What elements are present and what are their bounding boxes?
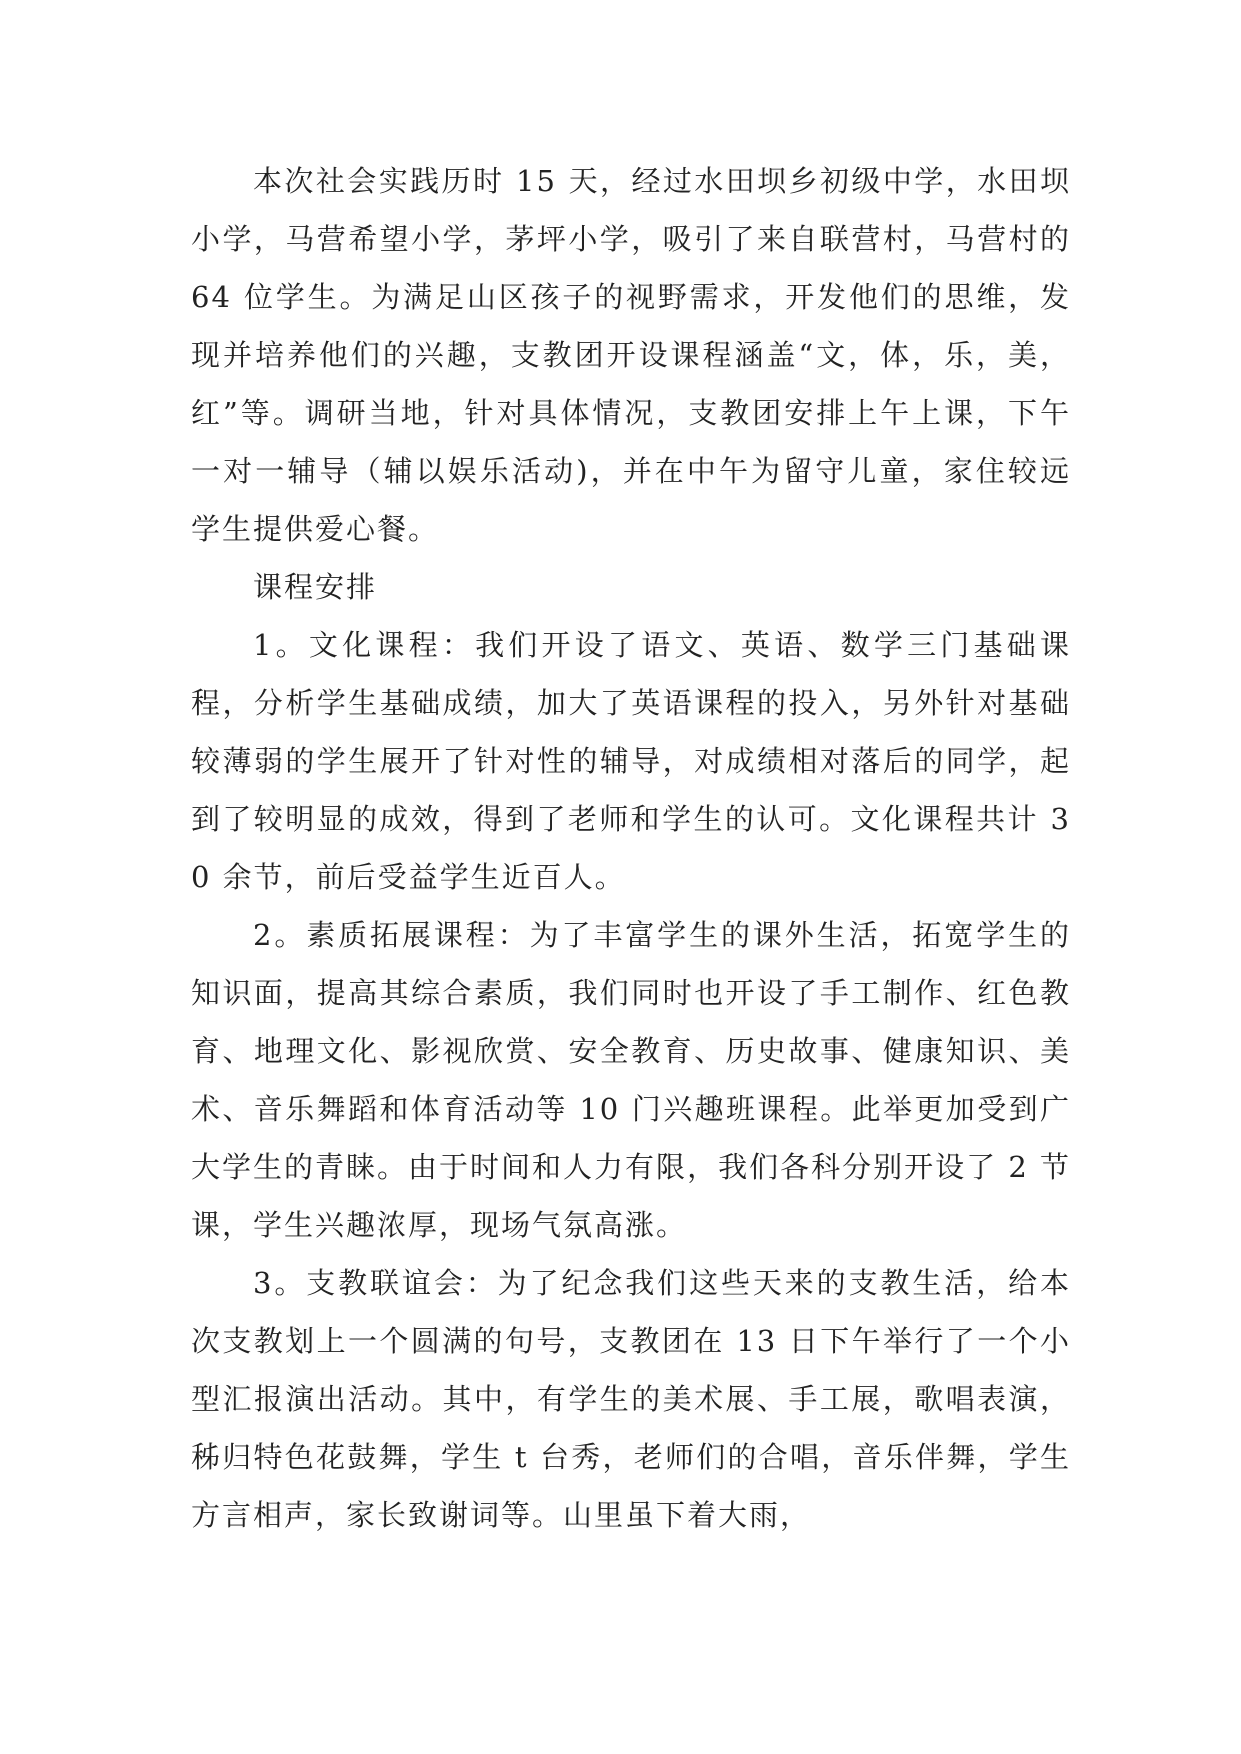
paragraph-quality-courses: 2。素质拓展课程：为了丰富学生的课外生活，拓宽学生的知识面，提高其综合素质，我们同时也开设了手工制作、红色教育、地理文化、影视欣赏、安全教育、历史故事、健康知识、美术、音乐舞蹈和体育活动等 10 门兴趣班课程。此举更加受到广大学生的青睐。由于时间和人力有限，我们各科分别开设了 2 节课，学生兴趣浓厚，现场气氛高涨。 xyxy=(191,918,1071,1242)
section-heading-course-schedule: 课程安排 xyxy=(253,570,378,604)
paragraph-gala: 3。支教联谊会：为了纪念我们这些天来的支教生活，给本次支教划上一个圆满的句号，支教团在 13 日下午举行了一个小型汇报演出活动。其中，有学生的美术展、手工展，歌唱表演，秭归特色花鼓舞，学生 t 台秀，老师们的合唱，音乐伴舞，学生方言相声，家长致谢词等。山里虽下着大雨， xyxy=(191,1266,1071,1532)
paragraph-cultural-courses: 1。文化课程：我们开设了语文、英语、数学三门基础课程，分析学生基础成绩，加大了英语课程的投入，另外针对基础较薄弱的学生展开了针对性的辅导，对成绩相对落后的同学，起到了较明显的成效，得到了老师和学生的认可。文化课程共计 30 余节，前后受益学生近百人。 xyxy=(191,628,1071,894)
document-body xyxy=(191,152,1071,1544)
paragraph-summary: 本次社会实践历时 15 天，经过水田坝乡初级中学，水田坝小学，马营希望小学，茅坪小学，吸引了来自联营村，马营村的 64 位学生。为满足山区孩子的视野需求，开发他们的思维，发现并培养他们的兴趣，支教团开设课程涵盖“文，体，乐，美，红”等。调研当地，针对具体情况，支教团安排上午上课，下午一对一辅导（辅以娱乐活动)，并在中午为留守儿童，家住较远学生提供爱心餐。 xyxy=(191,164,1071,546)
